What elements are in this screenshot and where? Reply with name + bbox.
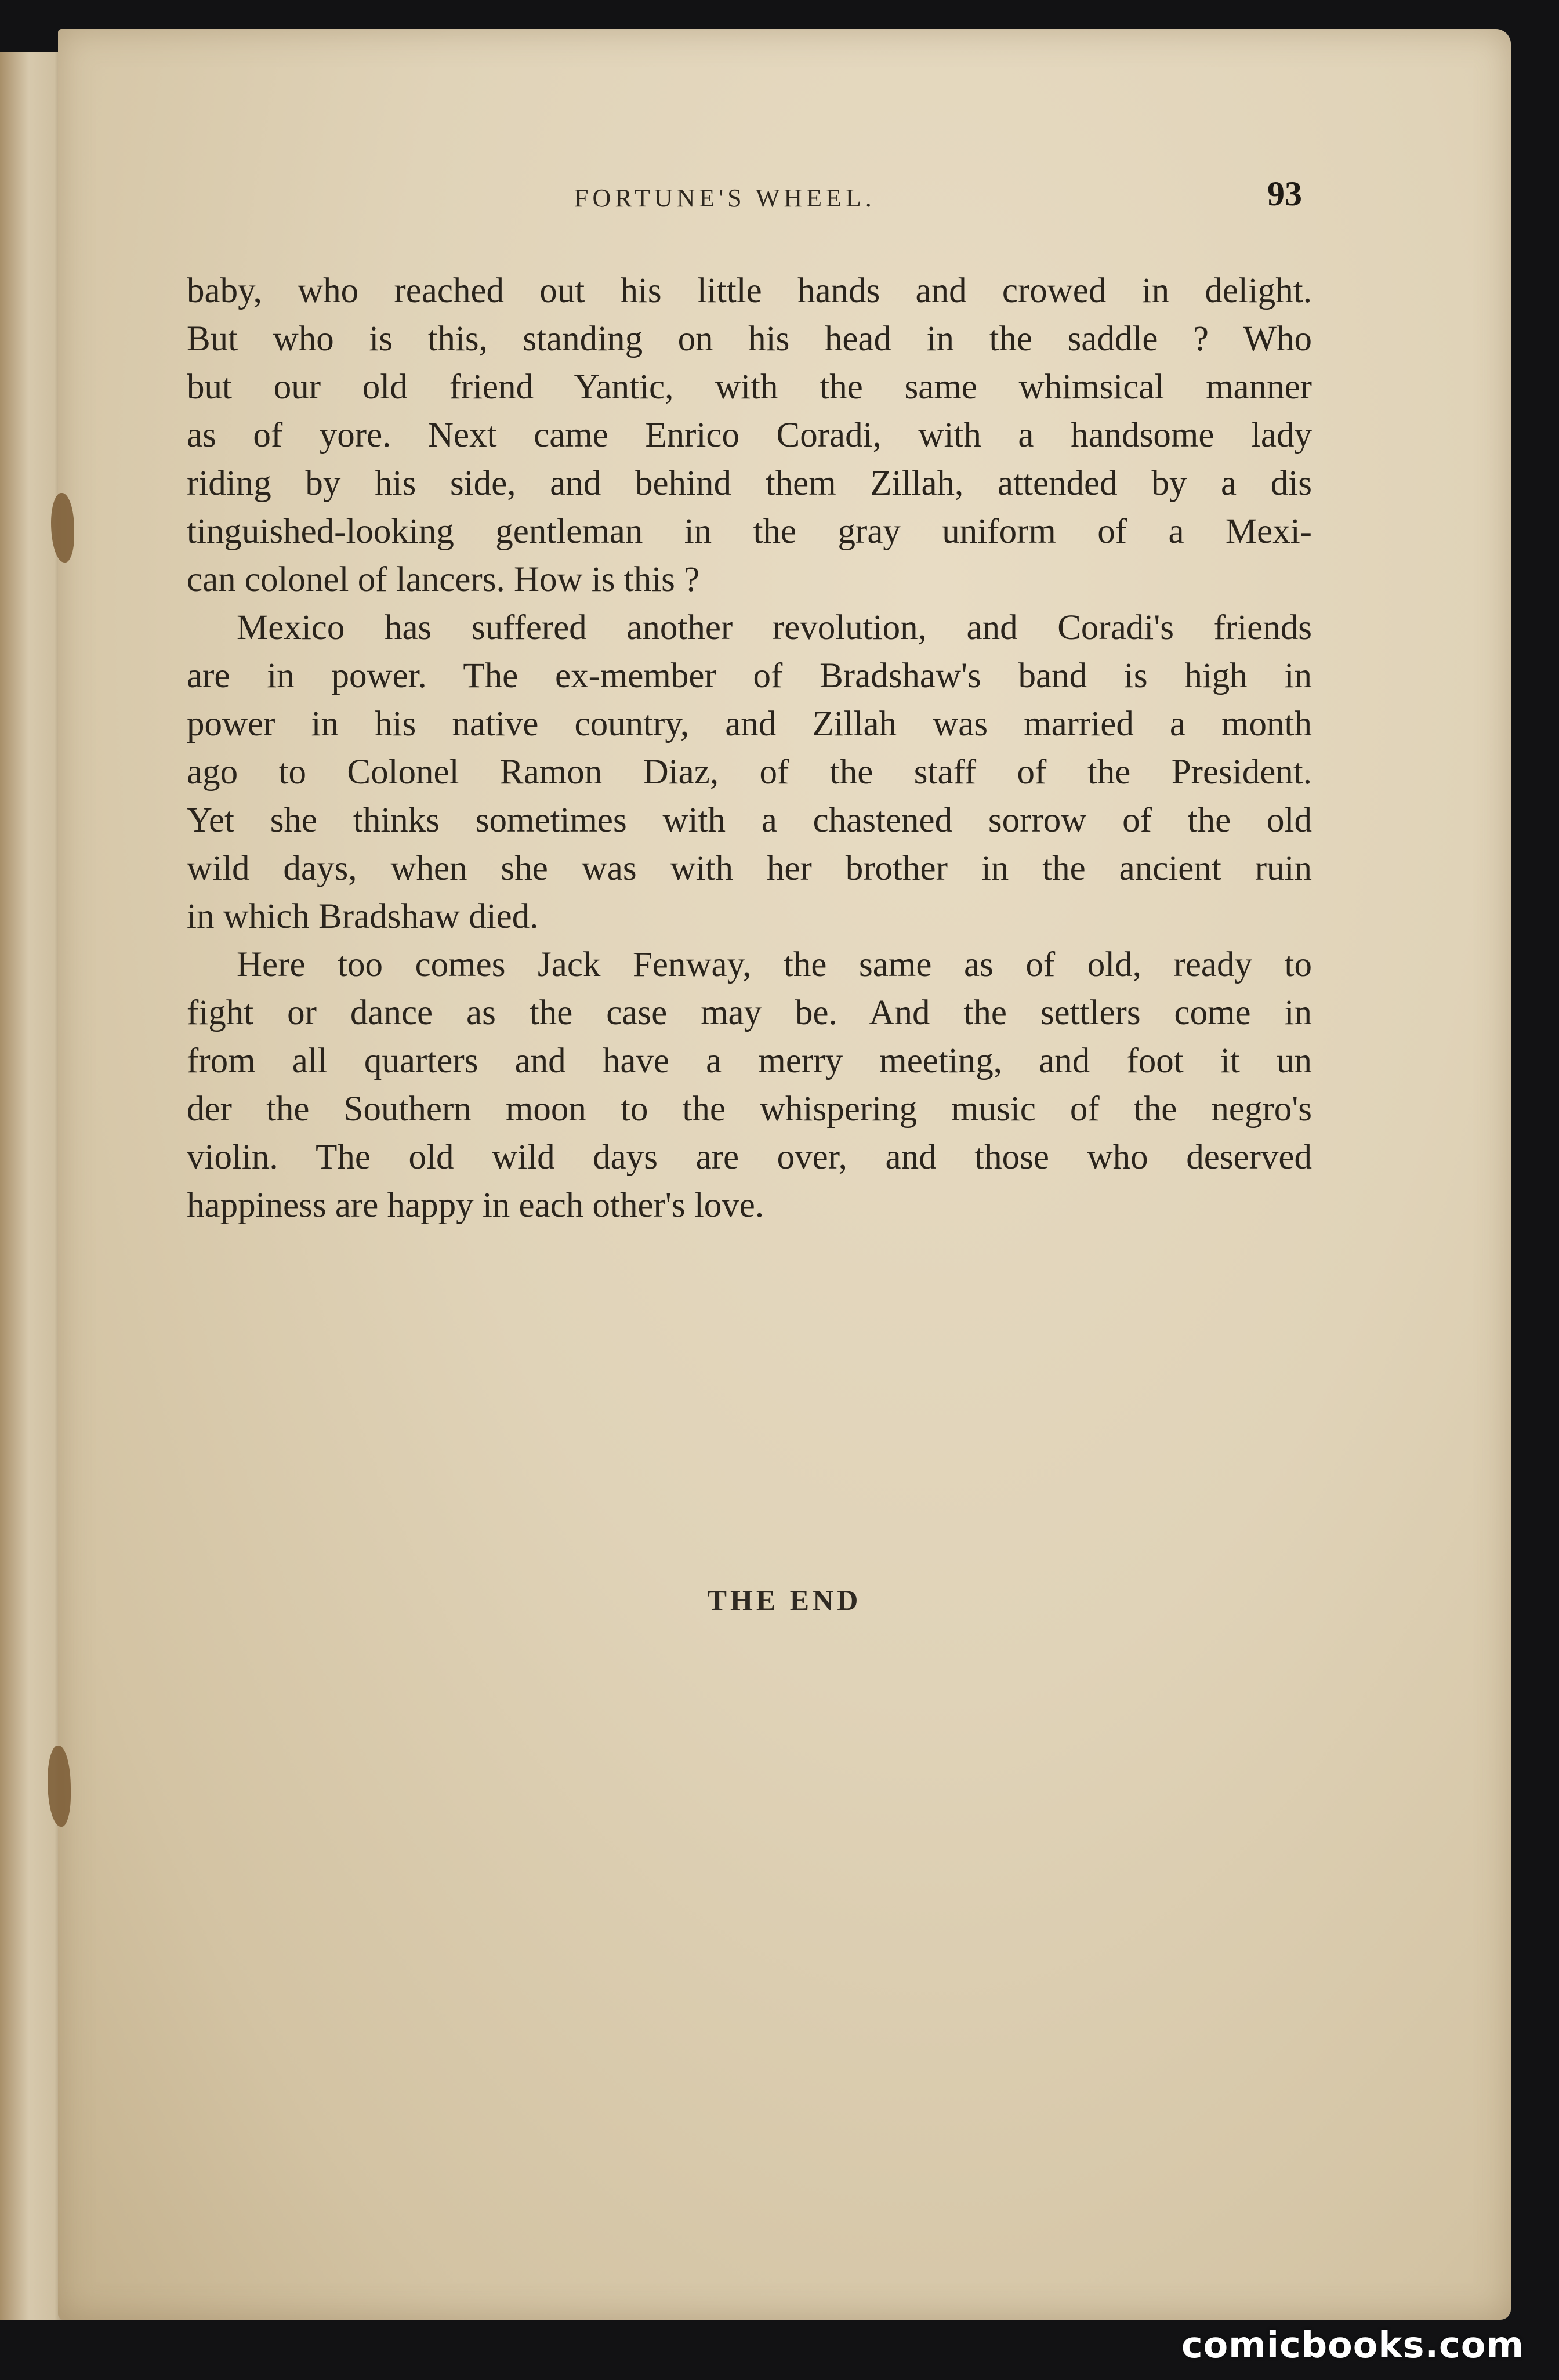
text-line: riding by his side, and behind them Zillah, attended by a dis bbox=[187, 464, 1312, 503]
book-page bbox=[58, 29, 1511, 2320]
text-line: wild days, when she was with her brother in the ancient ruin bbox=[187, 849, 1312, 888]
text-line: power in his native country, and Zillah was married a month bbox=[187, 705, 1312, 743]
page-header bbox=[58, 167, 1511, 219]
the-end-label: THE END bbox=[707, 1584, 862, 1616]
text-line: Yet she thinks sometimes with a chastened sorrow of the old bbox=[187, 801, 1312, 840]
text-line: ago to Colonel Ramon Diaz, of the staff of the President. bbox=[187, 753, 1312, 792]
text-line: in which Bradshaw died. bbox=[187, 897, 539, 936]
text-line: but our old friend Yantic, with the same whimsical manner bbox=[187, 368, 1312, 407]
running-head: FORTUNE'S WHEEL. bbox=[574, 184, 876, 212]
page-number: 93 bbox=[1267, 175, 1302, 213]
text-line: can colonel of lancers. How is this ? bbox=[187, 560, 700, 599]
text-line: Here too comes Jack Fenway, the same as of old, ready to bbox=[237, 945, 1312, 984]
body-text bbox=[187, 267, 1312, 1229]
text-line: der the Southern moon to the whispering music of the negro's bbox=[187, 1090, 1312, 1129]
text-line: are in power. The ex-member of Bradshaw's band is high in bbox=[187, 656, 1312, 695]
text-line: tinguished-looking gentleman in the gray uniform of a Mexi- bbox=[187, 512, 1312, 551]
text-line: happiness are happy in each other's love. bbox=[187, 1186, 764, 1225]
text-line: fight or dance as the case may be. And the settlers come in bbox=[187, 993, 1312, 1032]
text-line: baby, who reached out his little hands and crowed in delight. bbox=[187, 271, 1312, 310]
text-line: as of yore. Next came Enrico Coradi, with a handsome lady bbox=[187, 416, 1312, 455]
text-line: Mexico has suffered another revolution, and Coradi's friends bbox=[237, 608, 1312, 647]
watermark: comicbooks.com bbox=[1181, 2324, 1524, 2366]
text-line: But who is this, standing on his head in the saddle ? Who bbox=[187, 320, 1312, 358]
text-line: violin. The old wild days are over, and those who deserved bbox=[187, 1138, 1312, 1177]
text-line: from all quarters and have a merry meeting, and foot it un bbox=[187, 1042, 1312, 1080]
